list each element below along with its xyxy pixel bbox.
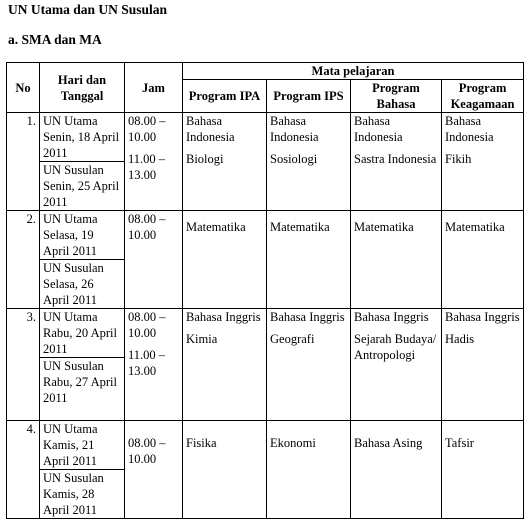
jam-cell — [125, 309, 183, 421]
jam-cell: 08.00 – 10.00 — [125, 211, 183, 309]
date-utama: UN Utama Selasa, 19 April 2011 — [40, 211, 125, 260]
section-subtitle: a. SMA dan MA — [8, 32, 102, 47]
subject-bahasa: Matematika — [351, 211, 442, 309]
subject: Bahasa Indonesia — [270, 114, 319, 144]
date-susulan: UN Susulan Rabu, 27 April 2011 — [40, 358, 125, 421]
date-utama: UN Utama Senin, 18 April 2011 — [40, 113, 125, 162]
subject-ips: Matematika — [267, 211, 351, 309]
row-number: 1. — [7, 113, 40, 211]
subject: Sosiologi — [270, 152, 318, 166]
subject: Bahasa Inggris — [186, 310, 261, 324]
subject-bahasa: Bahasa Asing — [351, 421, 442, 519]
subject-keagamaan — [442, 309, 524, 421]
row-number: 4. — [7, 421, 40, 519]
subject: Sastra Indonesia — [354, 152, 437, 166]
row-number: 3. — [7, 309, 40, 421]
subject-ips: Ekonomi — [267, 421, 351, 519]
subject-bahasa — [351, 113, 442, 211]
jam-cell — [125, 113, 183, 211]
subject: Geografi — [270, 332, 315, 346]
header-jam: Jam — [125, 63, 183, 113]
jam-slot: 08.00 – 10.00 — [128, 310, 166, 340]
subject-ipa: Matematika — [183, 211, 267, 309]
subject-keagamaan: Matematika — [442, 211, 524, 309]
subject-ipa — [183, 309, 267, 421]
header-program-ipa: Program IPA — [183, 80, 267, 113]
jam-slot: 08.00 – 10.00 — [128, 114, 166, 144]
jam-slot: 11.00 – 13.00 — [128, 348, 166, 378]
date-susulan: UN Susulan Kamis, 28 April 2011 — [40, 470, 125, 519]
header-no: No — [7, 63, 40, 113]
header-program-ips: Program IPS — [267, 80, 351, 113]
subject-ips — [267, 113, 351, 211]
subject: Hadis — [445, 332, 475, 346]
jam-slot: 11.00 – 13.00 — [128, 152, 166, 182]
jam-cell: 08.00 – 10.00 — [125, 421, 183, 519]
date-susulan: UN Susulan Selasa, 26 April 2011 — [40, 260, 125, 309]
header-program-keagamaan: Program Keagamaan — [442, 80, 524, 113]
subject-ipa: Fisika — [183, 421, 267, 519]
subject-ips — [267, 309, 351, 421]
subject: Bahasa Indonesia — [354, 114, 403, 144]
date-susulan: UN Susulan Senin, 25 April 2011 — [40, 162, 125, 211]
exam-schedule-table — [6, 62, 524, 519]
date-utama: UN Utama Kamis, 21 April 2011 — [40, 421, 125, 470]
header-hari-tanggal: Hari dan Tanggal — [40, 63, 125, 113]
subject: Biologi — [186, 152, 224, 166]
subject-keagamaan — [442, 113, 524, 211]
subject: Bahasa Inggris — [270, 310, 345, 324]
subject: Kimia — [186, 332, 218, 346]
subject-ipa — [183, 113, 267, 211]
subject-bahasa — [351, 309, 442, 421]
subject: Sejarah Budaya/ Antropologi — [354, 332, 437, 362]
subject: Bahasa Inggris — [354, 310, 429, 324]
subject-keagamaan: Tafsir — [442, 421, 524, 519]
subject: Bahasa Inggris — [445, 310, 520, 324]
header-mata-pelajaran: Mata pelajaran — [183, 63, 524, 80]
subject: Bahasa Indonesia — [186, 114, 235, 144]
subject: Bahasa Indonesia — [445, 114, 494, 144]
section-title: UN Utama dan UN Susulan — [8, 2, 168, 17]
header-program-bahasa: Program Bahasa — [351, 80, 442, 113]
subject: Fikih — [445, 152, 472, 166]
date-utama: UN Utama Rabu, 20 April 2011 — [40, 309, 125, 358]
row-number: 2. — [7, 211, 40, 309]
